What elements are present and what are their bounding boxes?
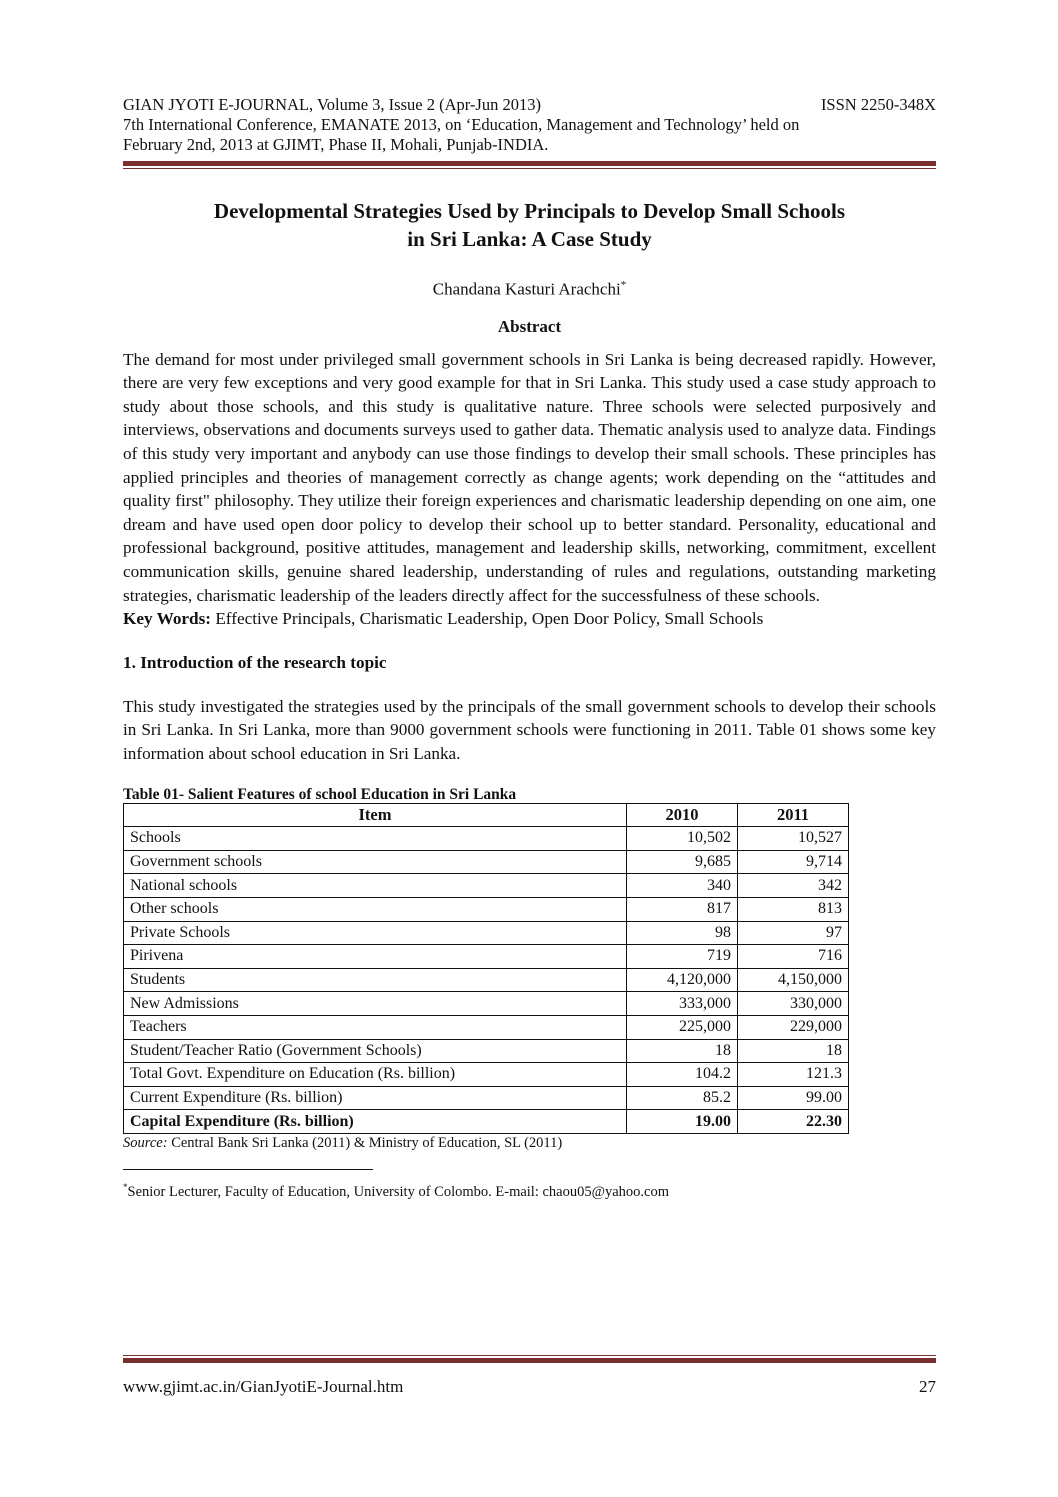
table-row	[124, 1086, 849, 1110]
value-cell: 9,714	[738, 850, 849, 874]
keywords	[123, 607, 936, 631]
abstract-text: The demand for most under privileged small government schools in Sri Lanka is being decreased rapidly. However, there are very few exceptions and very good example for that in Sri Lanka. This study used a case study approach to study about those schools, and this study is qualitative nature. Three schools were selected purposively and interviews, observations and documents surveys used to gather data. Thematic analysis used to analyze data. Findings of this study very important and anybody can use those findings to develop their small schools. These principles has applied principles and theories of management correctly as change agents; work depending on the “attitudes and quality first" philosophy. They utilize their foreign experiences and charismatic leadership depending on one aim, one dream and have used open door policy to develop their school up to better standard. Personality, educational and professional background, positive attitudes, management and leadership skills, networking, commitment, excellent communication skills, genuine shared leadership, understanding of rules and regulations, outstanding marketing strategies, charismatic leadership of the leaders directly affect for the successfulness of these schools.	[123, 349, 936, 605]
footnote-text: Senior Lecturer, Faculty of Education, University of Colombo. E-mail: chaou05@yahoo.com	[127, 1183, 669, 1200]
table-row	[124, 874, 849, 898]
value-cell: 104.2	[627, 1063, 738, 1087]
table-source	[123, 1135, 936, 1152]
conference-line-1: 7th International Conference, EMANATE 2013, on ‘Education, Management and Technology’ held on	[123, 115, 800, 134]
author-footnote-mark[interactable]: *	[620, 279, 627, 291]
row-label-cell: Teachers	[124, 1015, 627, 1039]
author-name: Chandana Kasturi Arachchi	[432, 279, 621, 299]
table-row	[124, 850, 849, 874]
column-header: 2011	[738, 803, 849, 827]
row-label-cell: Capital Expenditure (Rs. billion)	[124, 1110, 627, 1134]
section-text: This study investigated the strategies used by the principals of the small government schools to develop their schools in Sri Lanka. In Sri Lanka, more than 9000 government schools were functioning in 2011. Table 01 shows some key information about school education in Sri Lanka.	[123, 696, 936, 763]
footnote-mark: *	[123, 1181, 128, 1192]
row-label-cell: Students	[124, 968, 627, 992]
row-label-cell: Other schools	[124, 897, 627, 921]
page-content	[123, 95, 936, 1201]
row-label-cell: Pirivena	[124, 945, 627, 969]
value-cell: 18	[738, 1039, 849, 1063]
table-caption: Table 01- Salient Features of school Education in Sri Lanka	[123, 785, 517, 803]
value-cell: 817	[627, 897, 738, 921]
running-header	[123, 95, 936, 155]
page-footer	[123, 1355, 936, 1397]
value-cell: 330,000	[738, 992, 849, 1016]
abstract-heading: Abstract	[497, 316, 562, 336]
value-cell: 813	[738, 897, 849, 921]
value-cell: 340	[627, 874, 738, 898]
table-row	[124, 1063, 849, 1087]
value-cell: 225,000	[627, 1015, 738, 1039]
table-row	[124, 921, 849, 945]
row-label-cell: Total Govt. Expenditure on Education (Rs. billion)	[124, 1063, 627, 1087]
value-cell: 10,502	[627, 827, 738, 851]
value-cell: 121.3	[738, 1063, 849, 1087]
author	[123, 279, 936, 300]
data-table	[123, 803, 849, 1134]
table-row	[124, 992, 849, 1016]
value-cell: 716	[738, 945, 849, 969]
table-row	[124, 968, 849, 992]
column-header: Item	[124, 803, 627, 827]
source-text: Central Bank Sri Lanka (2011) & Ministry of Education, SL (2011)	[167, 1134, 563, 1151]
footnote-rule	[123, 1169, 373, 1170]
row-label-cell: Student/Teacher Ratio (Government Schools)	[124, 1039, 627, 1063]
footnote	[123, 1182, 936, 1201]
value-cell: 18	[627, 1039, 738, 1063]
paper-title	[123, 197, 936, 253]
table-row	[124, 897, 849, 921]
value-cell: 97	[738, 921, 849, 945]
header-rule-thin	[123, 168, 936, 169]
issn: ISSN 2250-348X	[820, 95, 936, 114]
title-line-2: in Sri Lanka: A Case Study	[407, 227, 652, 251]
row-label-cell: Private Schools	[124, 921, 627, 945]
keywords-label: Key Words:	[123, 609, 212, 629]
section-heading: 1. Introduction of the research topic	[123, 652, 387, 672]
column-header: 2010	[627, 803, 738, 827]
table-row	[124, 1110, 849, 1134]
conference-line-2: February 2nd, 2013 at GJIMT, Phase II, Mohali, Punjab-INDIA.	[123, 135, 549, 154]
title-line-1: Developmental Strategies Used by Principals to Develop Small Schools	[213, 199, 846, 223]
footer-rule-thin	[123, 1355, 936, 1356]
footer-url[interactable]: www.gjimt.ac.in/GianJyotiE-Journal.htm	[123, 1377, 404, 1396]
row-label-cell: National schools	[124, 874, 627, 898]
page-number: 27	[919, 1377, 936, 1396]
value-cell: 4,120,000	[627, 968, 738, 992]
header-rule-thick	[123, 161, 936, 166]
value-cell: 10,527	[738, 827, 849, 851]
table-row	[124, 827, 849, 851]
value-cell: 342	[738, 874, 849, 898]
table-header-row	[124, 803, 849, 827]
table-row	[124, 1039, 849, 1063]
value-cell: 333,000	[627, 992, 738, 1016]
value-cell: 9,685	[627, 850, 738, 874]
row-label-cell: Current Expenditure (Rs. billion)	[124, 1086, 627, 1110]
value-cell: 229,000	[738, 1015, 849, 1039]
table-row	[124, 945, 849, 969]
row-label-cell: Schools	[124, 827, 627, 851]
footer-rule-thick	[123, 1358, 936, 1363]
value-cell: 22.30	[738, 1110, 849, 1134]
row-label-cell: New Admissions	[124, 992, 627, 1016]
keywords-list: Effective Principals, Charismatic Leadership, Open Door Policy, Small Schools	[211, 609, 764, 629]
value-cell: 719	[627, 945, 738, 969]
row-label-cell: Government schools	[124, 850, 627, 874]
source-label: Source:	[123, 1134, 168, 1151]
value-cell: 99.00	[738, 1086, 849, 1110]
value-cell: 4,150,000	[738, 968, 849, 992]
value-cell: 19.00	[627, 1110, 738, 1134]
journal-name: GIAN JYOTI E-JOURNAL, Volume 3, Issue 2 (Apr-Jun 2013)	[123, 95, 541, 114]
value-cell: 98	[627, 921, 738, 945]
value-cell: 85.2	[627, 1086, 738, 1110]
table-row	[124, 1015, 849, 1039]
